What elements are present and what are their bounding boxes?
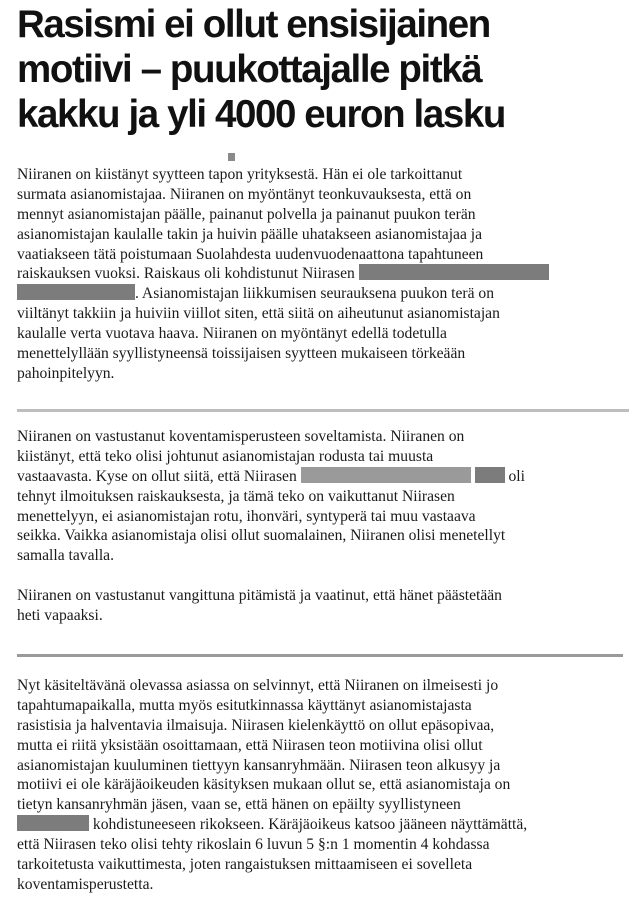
text-line: tarkoitetusta vaikuttimesta, joten rangaistuksen mittaamiseen ei sovelleta (17, 856, 473, 874)
text-line: heti vapaaksi. (17, 607, 103, 625)
text-line: samalla tavalla. (17, 547, 114, 565)
text-line: menettelyyn, ei asianomistajan rotu, ihonväri, syntyperä tai muu vastaava (17, 507, 476, 525)
redaction-bar (17, 815, 89, 831)
text-line: koventamisperustetta. (17, 875, 154, 893)
text-line: mutta ei riitä yksistään osoittamaan, että Niirasen teon motiivina olisi ollut (17, 736, 483, 754)
text-line: kiistänyt, että teko olisi johtunut asianomistajan rodusta tai muusta (17, 447, 434, 465)
text-line: asianomistajan kuuluminen tiettyyn kansanryhmään. Niirasen teon alkusyy ja (17, 756, 501, 774)
text-line: Niiranen on kiistänyt syytteen tapon yrityksestä. Hän ei ole tarkoittanut (17, 166, 463, 183)
text-line: vaatiakseen tätä poistumaan Suolahdesta uudenvuodenaattona tapahtuneen (17, 245, 484, 263)
text-line (17, 264, 627, 284)
divider (17, 654, 623, 657)
court-excerpt-3 (17, 676, 627, 895)
text-fragment: oli (508, 467, 525, 485)
redaction-bar (301, 467, 471, 483)
text-line: pahoinpitelyyn. (17, 364, 115, 382)
headline-line: motiivi – puukottajalle pitkä (17, 48, 482, 91)
scan-speck (228, 153, 235, 161)
text-line: menettelyllään syyllistyneensä toissijaisen syytteen mukaiseen törkeään (17, 345, 466, 363)
paragraph-gap (17, 566, 627, 586)
text-line: surmata asianomistajaa. Niiranen on myöntänyt teonkuvauksesta, että on (17, 185, 472, 203)
text-line: motiivi ei ole käräjäoikeuden käsityksen mukaan ollut se, että asianomistaja on (17, 776, 511, 794)
text-fragment: . Asianomistajan liikkumisen seurauksena puukon terä on (135, 285, 495, 303)
redaction-bar (475, 467, 505, 483)
text-line: rasistisia ja halventavia ilmaisuja. Niirasen kielenkäyttö on ollut epäsopivaa, (17, 716, 495, 734)
headline-line: kakku ja yli 4000 euron lasku (17, 93, 506, 136)
text-line: tapahtumapaikalla, mutta myös esitutkinnassa käyttänyt asianomistajasta (17, 696, 472, 714)
headline-line: Rasismi ei ollut ensisijainen (17, 3, 490, 46)
court-excerpt-2 (17, 427, 627, 626)
redaction-bar (359, 264, 549, 280)
text-line: tietyn kansanryhmän jäsen, vaan se, että hänen on epäilty syyllistyneen (17, 796, 461, 814)
text-line: Nyt käsiteltävänä olevassa asiassa on selvinnyt, että Niiranen on ilmeisesti jo (17, 677, 499, 694)
court-excerpt-1 (17, 165, 627, 384)
text-line: että Niirasen teko olisi tehty rikoslain 6 luvun 5 §:n 1 momentin 4 kohdassa (17, 836, 490, 854)
text-line: Niiranen on vastustanut koventamisperusteen soveltamista. Niiranen on (17, 428, 465, 445)
text-line (17, 467, 627, 487)
text-line (17, 284, 627, 304)
text-fragment: raiskauksen vuoksi. Raiskaus oli kohdistunut Niirasen (17, 265, 355, 283)
text-line: asianomistajan kaulalle takin ja huivin päälle uhatakseen asianomistajaa ja (17, 225, 483, 243)
redaction-bar (17, 284, 135, 300)
text-line: kaulalle verta vuotava haava. Niiranen on myöntänyt edellä todetulla (17, 325, 447, 343)
divider (17, 409, 629, 412)
text-fragment: kohdistuneeseen rikokseen. Käräjäoikeus katsoo jääneen näyttämättä, (92, 816, 528, 834)
article-headline (17, 2, 632, 137)
text-line: seikka. Vaikka asianomistaja olisi ollut suomalainen, Niiranen olisi menetellyt (17, 527, 506, 545)
text-line: viiltänyt takkiin ja huiviin viillot siten, että siitä on aiheutunut asianomistajan (17, 305, 500, 323)
text-fragment: vastaavasta. Kyse on ollut siitä, että Niirasen (17, 467, 297, 485)
text-line (17, 815, 627, 835)
text-line: tehnyt ilmoituksen raiskauksesta, ja tämä teko on vaikuttanut Niirasen (17, 487, 455, 505)
text-line: mennyt asianomistajan päälle, painanut polvella ja painanut puukon terän (17, 205, 476, 223)
text-line: Niiranen on vastustanut vangittuna pitämistä ja vaatinut, että hänet päästetään (17, 587, 502, 605)
